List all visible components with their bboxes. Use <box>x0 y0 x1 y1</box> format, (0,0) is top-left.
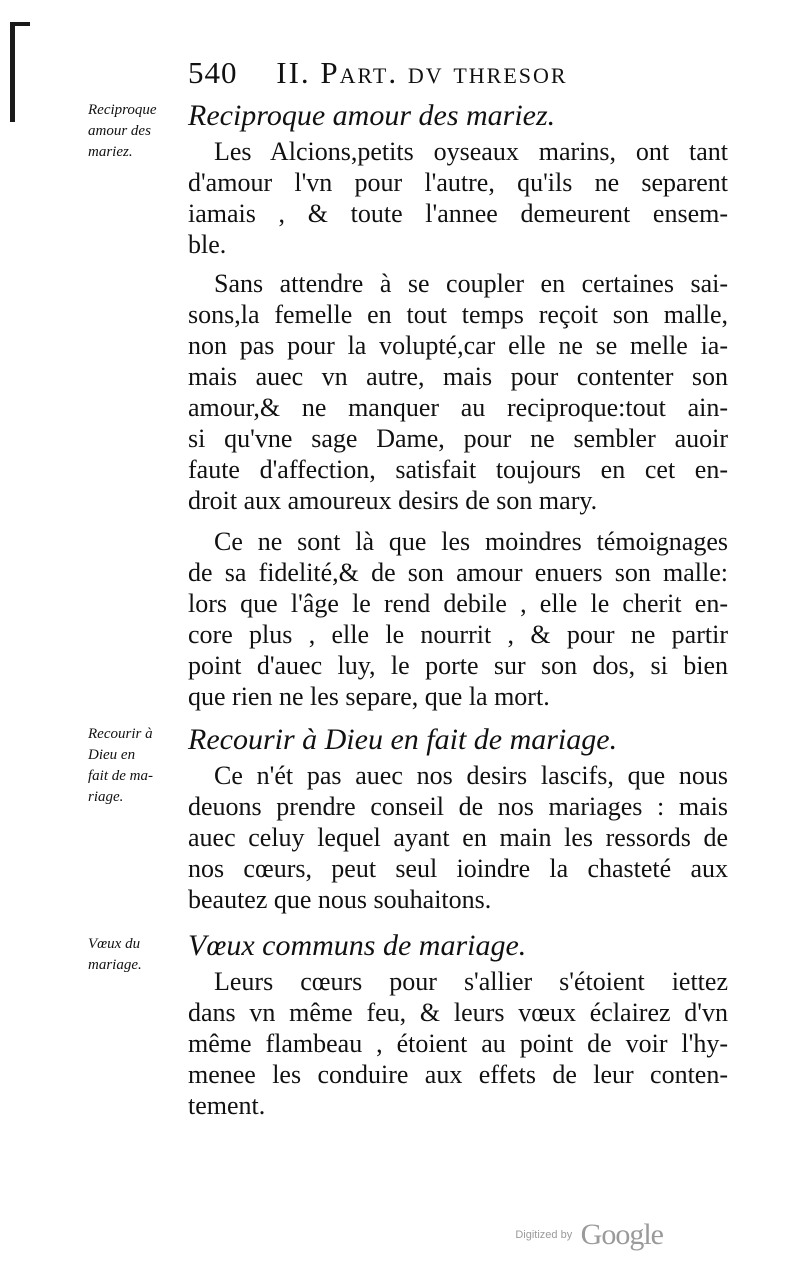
text-line: dans vn même feu, & leurs vœux éclairez d'vn <box>188 998 728 1027</box>
text-line: ble. <box>188 230 227 259</box>
text-line: mais auec vn autre, mais pour contenter son <box>188 362 728 391</box>
margin-note-line: amour des <box>88 123 151 139</box>
section-heading-recourir: Recourir à Dieu en fait de mariage. <box>188 723 618 756</box>
text-line: sons,la femelle en tout temps reçoit son malle, <box>188 300 728 329</box>
text-line: de sa fidelité,& de son amour enuers son malle: <box>188 558 728 587</box>
text-line: Ce n'ét pas auec nos desirs lascifs, que nous <box>214 761 728 790</box>
margin-note-line: fait de ma- <box>88 768 153 784</box>
text-line: Sans attendre à se coupler en certaines sai- <box>214 269 728 298</box>
paragraph <box>188 966 728 1121</box>
text-line: droit aux amoureux desirs de son mary. <box>188 486 598 515</box>
digitized-watermark <box>515 1218 663 1252</box>
scan-edge-mark <box>10 22 15 122</box>
text-line: menee les conduire aux effets de leur conten- <box>188 1060 728 1089</box>
margin-note-line: Vœux du <box>88 936 141 952</box>
section-heading-reciproque: Reciproque amour des mariez. <box>188 99 556 132</box>
text-line: core plus , elle le nourrit , & pour ne partir <box>188 620 728 649</box>
google-logo: Google <box>580 1218 663 1251</box>
margin-note-voeux <box>88 934 184 976</box>
margin-note-recourir <box>88 724 184 808</box>
margin-note-line: riage. <box>88 789 124 805</box>
text-line: deuons prendre conseil de nos mariages : mais <box>188 792 728 821</box>
text-line: Les Alcions,petits oyseaux marins, ont tant <box>214 137 728 166</box>
margin-note-line: Recourir à <box>88 726 153 742</box>
text-line: que rien ne les separe, que la mort. <box>188 682 550 711</box>
text-line: Leurs cœurs pour s'allier s'étoient iettez <box>214 967 728 996</box>
text-line: faute d'affection, satisfait toujours en cet en- <box>188 455 728 484</box>
text-line: point d'auec luy, le porte sur son dos, si bien <box>188 651 728 680</box>
text-line: tement. <box>188 1091 266 1120</box>
margin-note-line: Dieu en <box>88 747 136 763</box>
text-line: Ce ne sont là que les moindres témoignages <box>214 527 728 556</box>
text-line: si qu'vne sage Dame, pour ne sembler auoir <box>188 424 728 453</box>
text-line: amour,& ne manquer au reciproque:tout ain- <box>188 393 728 422</box>
paragraph <box>188 268 728 516</box>
section-heading-voeux: Vœux communs de mariage. <box>188 929 527 962</box>
text-line: non pas pour la volupté,car elle ne se melle ia- <box>188 331 728 360</box>
text-line: auec celuy lequel ayant en main les ressords de <box>188 823 728 852</box>
text-line: d'amour l'vn pour l'autre, qu'ils ne separent <box>188 168 728 197</box>
margin-note-line: mariez. <box>88 144 133 160</box>
running-head: II. Part. dv thresor <box>276 55 568 90</box>
page-number: 540 <box>188 55 238 90</box>
paragraph <box>188 526 728 712</box>
page-header <box>188 55 728 91</box>
text-line: même flambeau , étoient au point de voir l'hy- <box>188 1029 728 1058</box>
text-line: beautez que nous souhaitons. <box>188 885 492 914</box>
paragraph <box>188 136 728 260</box>
paragraph <box>188 760 728 915</box>
margin-note-line: Reciproque <box>88 102 157 118</box>
margin-note-line: mariage. <box>88 957 142 973</box>
margin-note-reciproque <box>88 100 184 163</box>
watermark-prefix: Digitized by <box>515 1229 573 1241</box>
text-line: lors que l'âge le rend debile , elle le cherit en- <box>188 589 728 618</box>
text-line: nos cœurs, peut seul ioindre la chasteté aux <box>188 854 728 883</box>
text-line: iamais , & toute l'annee demeurent ensem- <box>188 199 728 228</box>
